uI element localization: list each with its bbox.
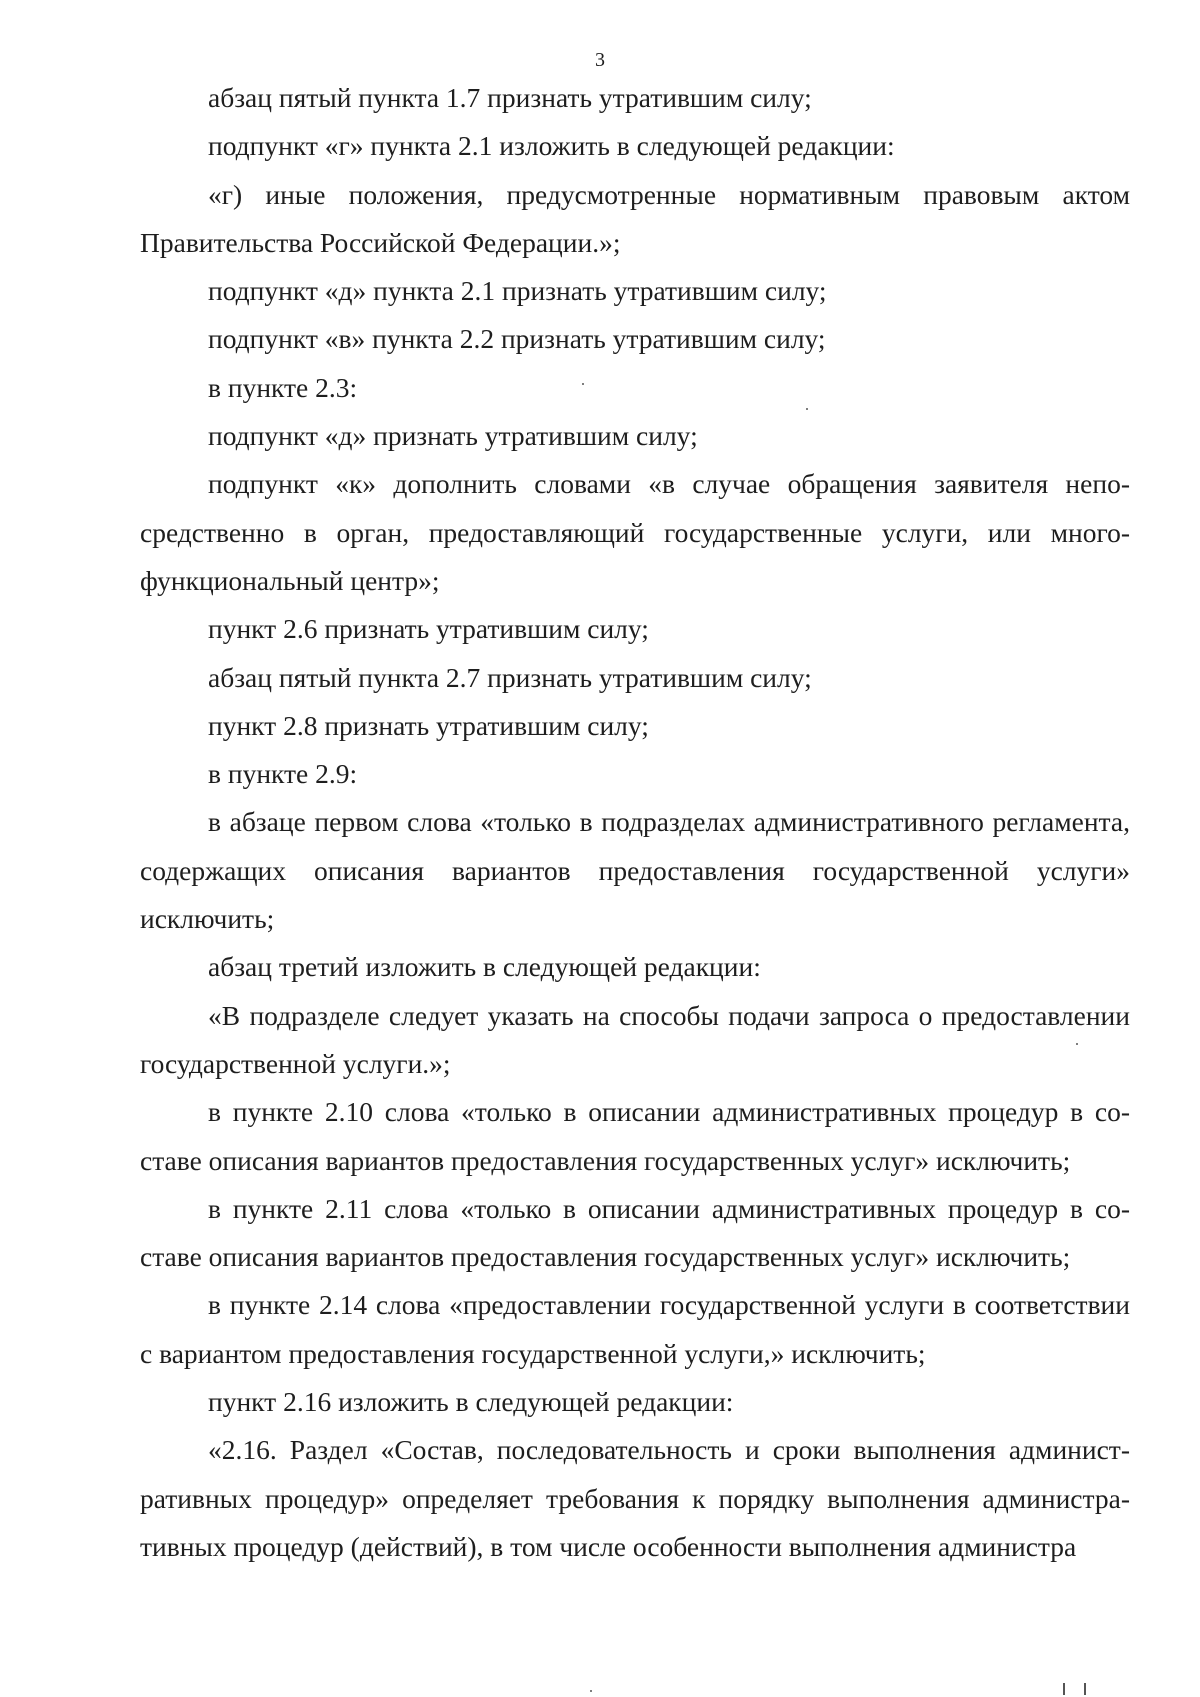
scan-speck [590, 1690, 592, 1692]
paragraph: абзац третий изложить в следующей редакции: [208, 951, 761, 983]
paragraph: в пункте 2.9: [208, 758, 358, 790]
paragraph: подпункт «в» пункта 2.2 признать утратившим силу; [208, 323, 826, 355]
scan-speck [582, 383, 584, 385]
paragraph: в пункте 2.3: [208, 371, 358, 403]
paragraph: пункт 2.8 признать утратившим силу; [208, 709, 649, 741]
page-number: 3 [595, 49, 605, 71]
paragraph: абзац пятый пункта 2.7 признать утратившим силу; [208, 661, 812, 693]
paragraph: «г) иные положения, предусмотренные нормативным правовым актом Правительства Российской Федерации.»; [140, 178, 1130, 258]
paragraph: в пункте 2.14 слова «предоставлении государственной услуги в соответствии с вариантом предоставления государственной услуги,» исключить; [140, 1289, 1130, 1369]
paragraph: «2.16. Раздел «Состав, последовательность и сроки выполнения административных процедур» определяет требования к порядку выполнения административных процедур (действий), в том числе особенности выполнения администра [140, 1434, 1130, 1562]
paragraph: подпункт «к» дополнить словами «в случае обращения заявителя непосредственно в орган, предоставляющий государственные услуги, или многофункциональный центр»; [140, 468, 1130, 596]
scan-speck [1076, 1043, 1078, 1045]
paragraph: «В подразделе следует указать на способы подачи запроса о предоставлении государственной услуги.»; [140, 999, 1130, 1079]
paragraph: пункт 2.6 признать утратившим силу; [208, 613, 649, 645]
document-body [140, 74, 1130, 1571]
paragraph: абзац пятый пункта 1.7 признать утратившим силу; [208, 82, 812, 113]
paragraph: пункт 2.16 изложить в следующей редакции: [208, 1386, 734, 1418]
scan-speck [806, 408, 808, 410]
paragraph: в пункте 2.11 слова «только в описании административных процедур в составе описания вариантов предоставления государственных услуг» исключить; [140, 1192, 1130, 1273]
paragraph: подпункт «д» пункта 2.1 признать утратившим силу; [208, 275, 827, 307]
scan-mark [1063, 1683, 1065, 1695]
paragraph: в абзаце первом слова «только в подразделах административного регламента, содержащих описания вариантов предоставления государственной услуги» исключить; [140, 806, 1130, 935]
paragraph: подпункт «г» пункта 2.1 изложить в следующей редакции: [208, 130, 895, 162]
paragraph: в пункте 2.10 слова «только в описании административных процедур в составе описания вариантов предоставления государственных услуг» исключить; [140, 1096, 1130, 1176]
paragraph: подпункт «д» признать утратившим силу; [208, 420, 698, 452]
scan-mark [1084, 1683, 1086, 1695]
